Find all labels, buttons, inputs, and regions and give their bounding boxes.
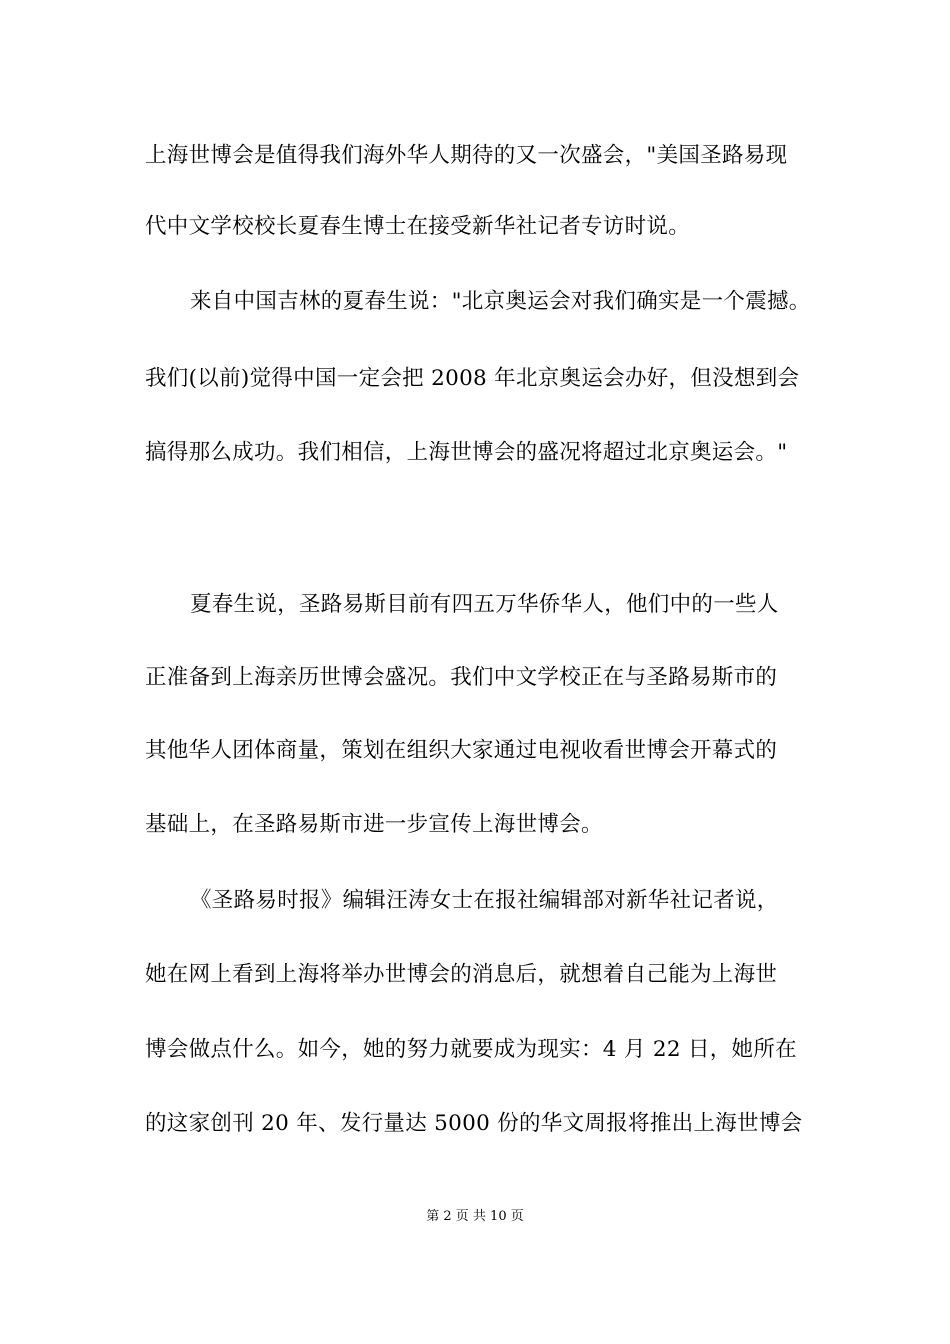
paragraph-4-line-2: 她在网上看到上海将举办世博会的消息后，就想着自己能为上海世: [145, 962, 778, 987]
paragraph-1-line-1: 上海世博会是值得我们海外华人期待的又一次盛会，"美国圣路易现: [145, 143, 788, 168]
paragraph-1-line-2: 代中文学校校长夏春生博士在接受新华社记者专访时说。: [145, 214, 691, 239]
paragraph-4-line-3: 博会做点什么。如今，她的努力就要成为现实：4 月 22 日，她所在: [145, 1037, 797, 1062]
paragraph-2-line-2: 我们(以前)觉得中国一定会把 2008 年北京奥运会办好，但没想到会: [145, 366, 800, 391]
paragraph-3-line-2: 正准备到上海亲历世博会盛况。我们中文学校正在与圣路易斯市的: [145, 665, 778, 690]
paragraph-3-line-3: 其他华人团体商量，策划在组织大家通过电视收看世博会开幕式的: [145, 738, 778, 763]
paragraph-2-line-3: 搞得那么成功。我们相信，上海世博会的盛况将超过北京奥运会。": [145, 440, 788, 465]
paragraph-3-line-1: 夏春生说，圣路易斯目前有四五万华侨华人，他们中的一些人: [190, 592, 779, 617]
paragraph-2-line-1: 来自中国吉林的夏春生说："北京奥运会对我们确实是一个震撼。: [190, 289, 811, 314]
paragraph-4-line-1: 《圣路易时报》编辑汪涛女士在报社编辑部对新华社记者说，: [190, 888, 779, 913]
paragraph-3-line-4: 基础上，在圣路易斯市进一步宣传上海世博会。: [145, 812, 603, 837]
page-number-footer: 第 2 页 共 10 页: [426, 1209, 524, 1224]
paragraph-4-line-4: 的这家创刊 20 年、发行量达 5000 份的华文周报将推出上海世博会: [145, 1111, 803, 1136]
